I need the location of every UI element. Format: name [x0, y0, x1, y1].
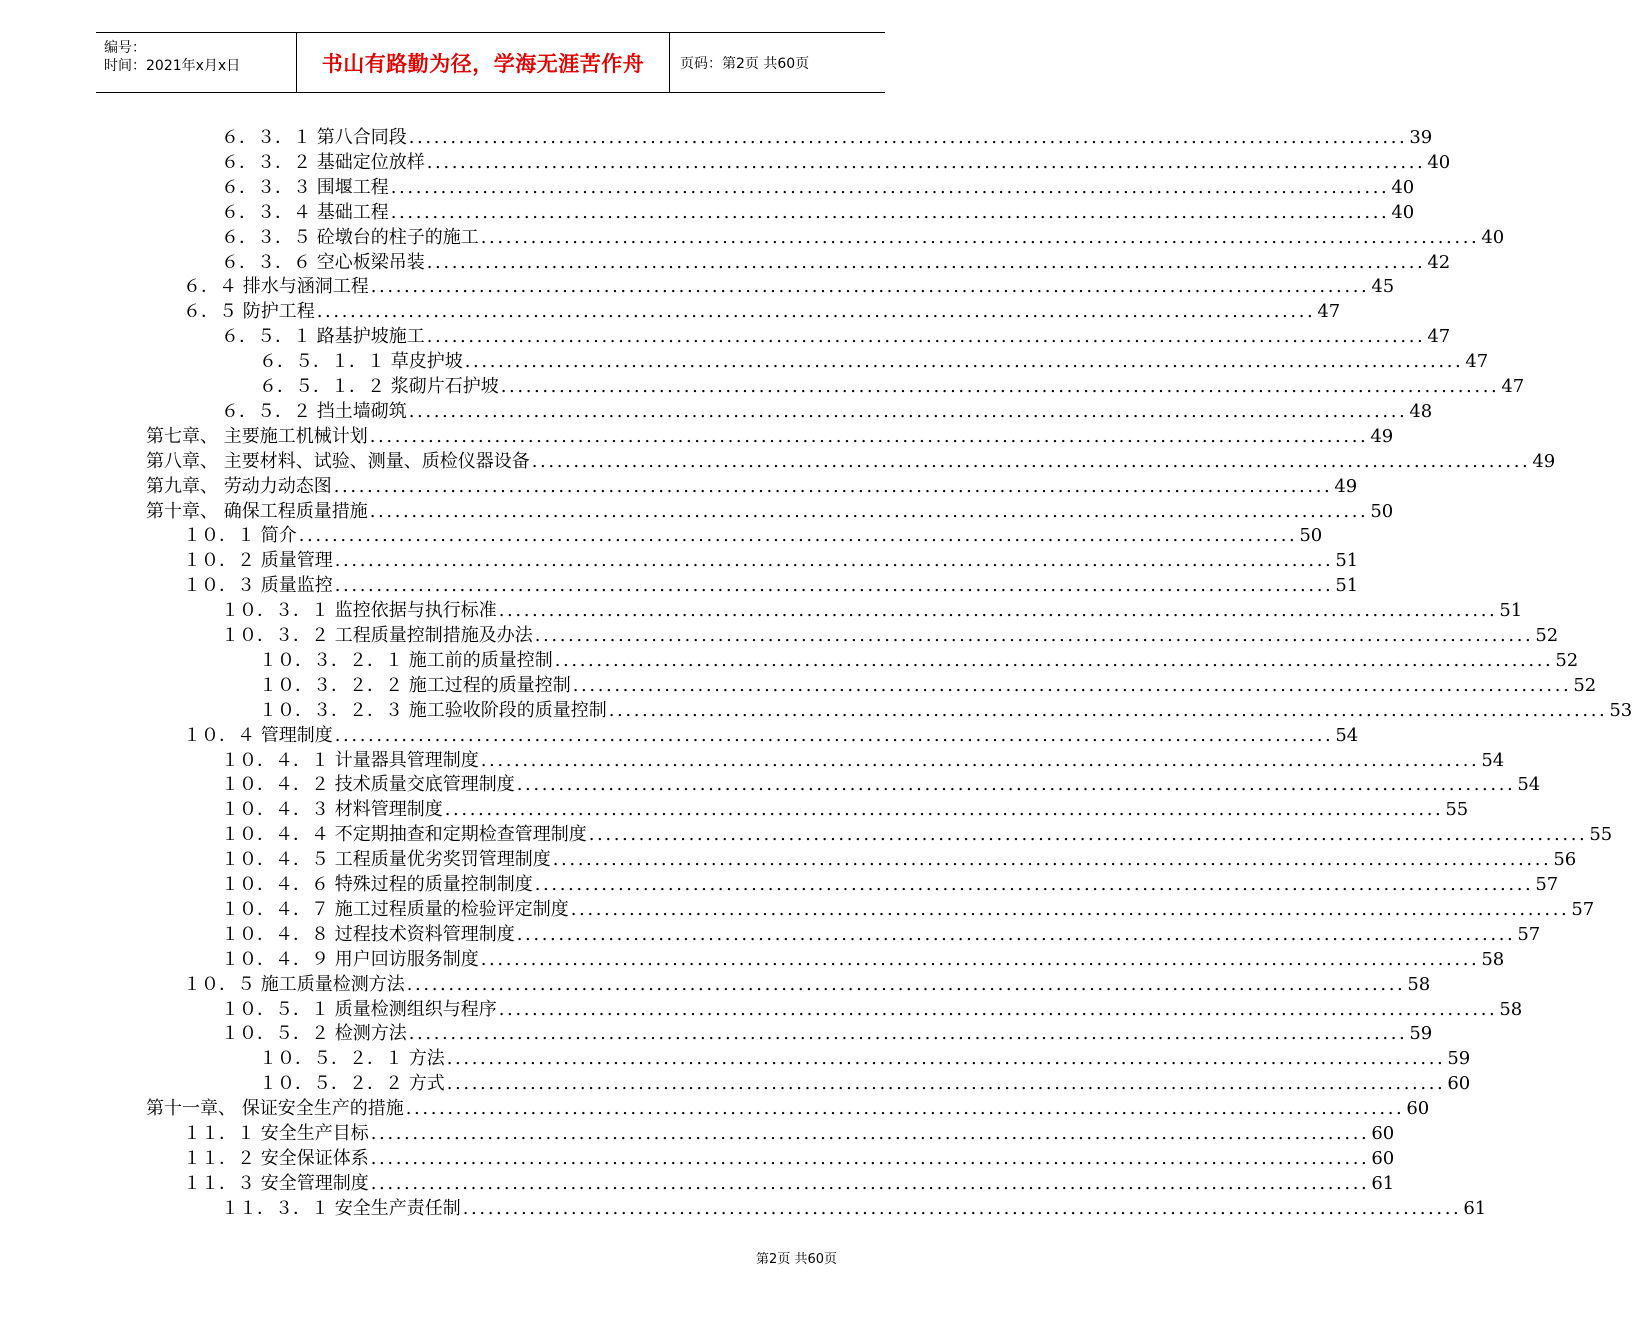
- toc-entry[interactable]: [183, 574, 1359, 598]
- toc-entry[interactable]: [221, 1197, 1487, 1221]
- toc-entry-title: 第八章、 主要材料、试验、测量、质检仪器设备: [146, 450, 530, 472]
- toc-entry[interactable]: [146, 475, 1358, 499]
- toc-entry[interactable]: [221, 126, 1433, 150]
- toc-leader-dots: ........................................................................................................................: [369, 425, 1369, 447]
- toc-leader-dots: ........................................................................................................................: [500, 376, 1500, 397]
- toc-entry-page: 58: [1499, 998, 1523, 1020]
- header-motto-cell: [297, 33, 670, 92]
- page-footer: 第2页 共60页: [756, 1252, 837, 1267]
- toc-entry[interactable]: [221, 773, 1541, 797]
- toc-entry-page: 40: [1481, 226, 1505, 248]
- toc-entry-title: １１．１ 安全生产目标: [183, 1123, 369, 1144]
- toc-entry-page: 61: [1371, 1172, 1395, 1194]
- toc-entry-title: ６．３．６ 空心板梁吊装: [221, 251, 425, 273]
- toc-entry-page: 52: [1535, 625, 1559, 646]
- toc-entry[interactable]: [183, 275, 1395, 299]
- toc-entry-title: 第十一章、 保证安全生产的措施: [146, 1098, 404, 1120]
- toc-leader-dots: ........................................................................................................................: [408, 1023, 1408, 1045]
- toc-entry-title: １０．５．２．２ 方式: [259, 1073, 445, 1095]
- toc-entry-page: 42: [1427, 251, 1451, 273]
- toc-entry-title: １０．３．２ 工程质量控制措施及办法: [221, 625, 533, 646]
- toc-leader-dots: ........................................................................................................................: [608, 699, 1608, 721]
- toc-leader-dots: ........................................................................................................................: [588, 824, 1588, 846]
- toc-leader-dots: ........................................................................................................................: [498, 600, 1498, 622]
- toc-entry-title: １１．３．１ 安全生产责任制: [221, 1197, 461, 1219]
- toc-leader-dots: ........................................................................................................................: [446, 1073, 1446, 1095]
- toc-entry-title: ６．５．１ 路基护坡施工: [221, 326, 425, 348]
- header-number-label: 编号：: [104, 40, 146, 56]
- toc-entry-page: 39: [1409, 127, 1433, 148]
- toc-entry-title: １０．５．１ 质量检测组织与程序: [221, 998, 497, 1020]
- toc-leader-dots: ........................................................................................................................: [572, 674, 1572, 696]
- toc-entry-title: １０．４．３ 材料管理制度: [221, 799, 443, 821]
- toc-entry-page: 50: [1370, 500, 1394, 522]
- toc-entry-page: 60: [1447, 1073, 1471, 1095]
- toc-leader-dots: ........................................................................................................................: [531, 450, 1531, 472]
- toc-entry[interactable]: [221, 749, 1505, 773]
- toc-leader-dots: ........................................................................................................................: [426, 151, 1426, 173]
- toc-entry[interactable]: [259, 1072, 1471, 1096]
- toc-entry-page: 53: [1609, 699, 1632, 721]
- toc-entry[interactable]: [221, 1022, 1433, 1046]
- toc-entry-page: 48: [1409, 400, 1433, 422]
- toc-entry-title: ６．３．２ 基础定位放样: [221, 151, 425, 173]
- toc-entry[interactable]: [259, 1047, 1471, 1071]
- toc-entry-page: 57: [1517, 923, 1541, 945]
- toc-entry[interactable]: [221, 251, 1451, 275]
- toc-entry-title: １１．３ 安全管理制度: [183, 1172, 369, 1194]
- toc-entry[interactable]: [221, 201, 1415, 225]
- toc-leader-dots: ........................................................................................................................: [480, 749, 1480, 771]
- toc-entry-title: ６．３．５ 砼墩台的柱子的施工: [221, 226, 479, 248]
- header-motto: 书山有路勤为径，学海无涯苦作舟: [321, 51, 645, 76]
- toc-leader-dots: ........................................................................................................................: [370, 1123, 1370, 1144]
- toc-entry[interactable]: [146, 1097, 1430, 1121]
- page-header: [96, 32, 885, 93]
- toc-entry-title: １０．３．２．１ 施工前的质量控制: [259, 649, 553, 671]
- toc-entry[interactable]: [183, 549, 1359, 573]
- toc-entry[interactable]: [221, 948, 1505, 972]
- toc-leader-dots: ........................................................................................................................: [370, 1172, 1370, 1194]
- toc-entry-title: １０．１ 简介: [183, 525, 297, 547]
- toc-entry[interactable]: [259, 699, 1632, 723]
- toc-leader-dots: ........................................................................................................................: [516, 774, 1516, 796]
- toc-entry[interactable]: [183, 524, 1323, 548]
- toc-entry-page: 55: [1445, 799, 1469, 821]
- toc-entry-title: ６．３．３ 围堰工程: [221, 176, 389, 198]
- toc-entry-page: 47: [1317, 301, 1341, 323]
- toc-entry[interactable]: [146, 450, 1556, 474]
- toc-leader-dots: ........................................................................................................................: [406, 973, 1406, 995]
- toc-entry-title: １１．２ 安全保证体系: [183, 1147, 369, 1169]
- toc-entry-page: 49: [1370, 425, 1394, 447]
- toc-entry[interactable]: [259, 674, 1597, 698]
- toc-leader-dots: ........................................................................................................................: [390, 201, 1390, 223]
- toc-leader-dots: ........................................................................................................................: [516, 923, 1516, 945]
- toc-entry-page: 55: [1589, 824, 1613, 846]
- toc-entry-title: １０．５ 施工质量检测方法: [183, 973, 405, 995]
- toc-entry-page: 58: [1481, 948, 1505, 970]
- toc-leader-dots: ........................................................................................................................: [334, 575, 1334, 597]
- header-meta-cell: [96, 33, 297, 92]
- toc-leader-dots: ........................................................................................................................: [426, 251, 1426, 273]
- toc-leader-dots: ........................................................................................................................: [498, 998, 1498, 1020]
- toc-entry[interactable]: [183, 1172, 1395, 1196]
- toc-entry[interactable]: [221, 226, 1505, 250]
- toc-entry-title: ６．４ 排水与涵洞工程: [183, 276, 369, 298]
- toc-entry[interactable]: [146, 500, 1394, 524]
- toc-entry-page: 60: [1371, 1123, 1395, 1144]
- header-page-cell: [670, 33, 885, 92]
- toc-entry[interactable]: [221, 873, 1559, 897]
- toc-entry[interactable]: [221, 898, 1595, 922]
- toc-entry-title: １０．３．１ 监控依据与执行标准: [221, 600, 497, 622]
- toc-entry-title: ６．３．１ 第八合同段: [221, 127, 407, 148]
- toc-entry-page: 54: [1481, 749, 1505, 771]
- toc-entry-page: 61: [1463, 1197, 1487, 1219]
- toc-leader-dots: ........................................................................................................................: [334, 724, 1334, 746]
- toc-entry[interactable]: [221, 998, 1523, 1022]
- toc-entry-title: １０．４．５ 工程质量优劣奖罚管理制度: [221, 849, 551, 871]
- toc-entry[interactable]: [183, 300, 1341, 324]
- toc-leader-dots: ........................................................................................................................: [316, 301, 1316, 323]
- toc-entry[interactable]: [221, 848, 1577, 872]
- toc-entry-page: 59: [1447, 1048, 1471, 1070]
- toc-entry-page: 60: [1371, 1147, 1395, 1169]
- toc-entry-title: ６．５．１．２ 浆砌片石护坡: [259, 376, 499, 397]
- toc-entry-title: ６．５．１．１ 草皮护坡: [259, 351, 463, 373]
- toc-entry-title: １０．４．６ 特殊过程的质量控制制度: [221, 874, 533, 895]
- toc-entry-page: 57: [1535, 874, 1559, 895]
- toc-entry[interactable]: [183, 973, 1431, 997]
- toc-entry-page: 45: [1371, 276, 1395, 298]
- toc-leader-dots: ........................................................................................................................: [426, 326, 1426, 348]
- toc-entry[interactable]: [183, 1147, 1395, 1171]
- toc-entry-page: 54: [1335, 724, 1359, 746]
- toc-leader-dots: ........................................................................................................................: [552, 849, 1552, 871]
- toc-entry-page: 57: [1571, 898, 1595, 920]
- toc-leader-dots: ........................................................................................................................: [369, 500, 1369, 522]
- toc-entry-title: １０．３ 质量监控: [183, 575, 333, 597]
- toc-entry-page: 52: [1555, 649, 1579, 671]
- toc-entry[interactable]: [259, 350, 1489, 374]
- toc-entry[interactable]: [183, 724, 1359, 748]
- toc-entry-page: 58: [1407, 973, 1431, 995]
- header-time-label: 时间：2021年x月x日: [104, 58, 241, 74]
- toc-entry-title: １０．３．２．３ 施工验收阶段的质量控制: [259, 699, 607, 721]
- toc-entry-title: 第十章、 确保工程质量措施: [146, 500, 368, 522]
- toc-entry-title: ６．３．４ 基础工程: [221, 201, 389, 223]
- toc-entry-page: 47: [1465, 351, 1489, 373]
- toc-entry-page: 40: [1391, 201, 1415, 223]
- toc-entry[interactable]: [221, 599, 1523, 623]
- toc-entry-page: 51: [1335, 550, 1359, 572]
- toc-leader-dots: ........................................................................................................................: [405, 1098, 1405, 1120]
- toc-entry-title: １０．３．２．２ 施工过程的质量控制: [259, 674, 571, 696]
- toc-entry-page: 51: [1335, 575, 1359, 597]
- toc-entry-page: 52: [1573, 674, 1597, 696]
- toc-entry-title: １０．４．４ 不定期抽查和定期检查管理制度: [221, 824, 587, 846]
- toc-entry-title: １０．４．８ 过程技术资料管理制度: [221, 923, 515, 945]
- toc-leader-dots: ........................................................................................................................: [334, 550, 1334, 572]
- toc-entry-page: 50: [1299, 525, 1323, 547]
- toc-entry-title: １０．４．９ 用户回访服务制度: [221, 948, 479, 970]
- toc-entry-page: 40: [1427, 151, 1451, 173]
- header-page-info: 页码：第2页 共60页: [680, 55, 810, 72]
- toc-entry[interactable]: [221, 798, 1469, 822]
- toc-leader-dots: ........................................................................................................................: [464, 351, 1464, 373]
- toc-entry[interactable]: [221, 624, 1559, 648]
- toc-entry-title: １０．５．２ 检测方法: [221, 1023, 407, 1045]
- toc-entry-title: ６．５ 防护工程: [183, 301, 315, 323]
- toc-leader-dots: ........................................................................................................................: [370, 276, 1370, 298]
- toc-entry-page: 49: [1532, 450, 1556, 472]
- toc-entry[interactable]: [183, 1122, 1395, 1146]
- toc-entry[interactable]: [221, 176, 1415, 200]
- toc-leader-dots: ........................................................................................................................: [534, 625, 1534, 646]
- toc-leader-dots: ........................................................................................................................: [534, 874, 1534, 895]
- toc-entry[interactable]: [259, 375, 1525, 399]
- toc-entry-title: １０．４．７ 施工过程质量的检验评定制度: [221, 898, 569, 920]
- toc-entry-page: 59: [1409, 1023, 1433, 1045]
- toc-leader-dots: ........................................................................................................................: [390, 176, 1390, 198]
- toc-entry-title: １０．５．２．１ 方法: [259, 1048, 445, 1070]
- toc-entry-page: 56: [1553, 849, 1577, 871]
- toc-entry-page: 40: [1391, 176, 1415, 198]
- toc-entry[interactable]: [221, 151, 1451, 175]
- toc-leader-dots: ........................................................................................................................: [370, 1147, 1370, 1169]
- toc-entry-title: １０．４ 管理制度: [183, 724, 333, 746]
- toc-entry-title: 第七章、 主要施工机械计划: [146, 425, 368, 447]
- toc-leader-dots: ........................................................................................................................: [554, 649, 1554, 671]
- toc-leader-dots: ........................................................................................................................: [480, 226, 1480, 248]
- toc-entry-title: 第九章、 劳动力动态图: [146, 475, 332, 497]
- toc-leader-dots: ........................................................................................................................: [480, 948, 1480, 970]
- toc-leader-dots: ........................................................................................................................: [446, 1048, 1446, 1070]
- toc-leader-dots: ........................................................................................................................: [462, 1197, 1462, 1219]
- toc-leader-dots: ........................................................................................................................: [333, 475, 1333, 497]
- toc-entry-title: １０．４．２ 技术质量交底管理制度: [221, 774, 515, 796]
- toc-entry-page: 47: [1501, 376, 1525, 397]
- toc-entry-title: １０．４．１ 计量器具管理制度: [221, 749, 479, 771]
- toc-entry[interactable]: [221, 400, 1433, 424]
- toc-leader-dots: ........................................................................................................................: [298, 525, 1298, 547]
- toc-leader-dots: ........................................................................................................................: [408, 400, 1408, 422]
- toc-leader-dots: ........................................................................................................................: [408, 127, 1408, 148]
- toc-entry[interactable]: [221, 923, 1541, 947]
- toc-entry-page: 51: [1499, 600, 1523, 622]
- toc-entry[interactable]: [221, 325, 1451, 349]
- toc-entry-page: 60: [1406, 1098, 1430, 1120]
- toc-entry[interactable]: [146, 425, 1394, 449]
- toc-entry-title: ６．５．２ 挡土墙砌筑: [221, 400, 407, 422]
- toc-entry[interactable]: [259, 649, 1579, 673]
- toc-entry[interactable]: [221, 823, 1613, 847]
- toc-leader-dots: ........................................................................................................................: [570, 898, 1570, 920]
- toc-entry-title: １０．２ 质量管理: [183, 550, 333, 572]
- toc-entry-page: 49: [1334, 475, 1358, 497]
- toc-entry-page: 54: [1517, 774, 1541, 796]
- toc-entry-page: 47: [1427, 326, 1451, 348]
- toc-leader-dots: ........................................................................................................................: [444, 799, 1444, 821]
